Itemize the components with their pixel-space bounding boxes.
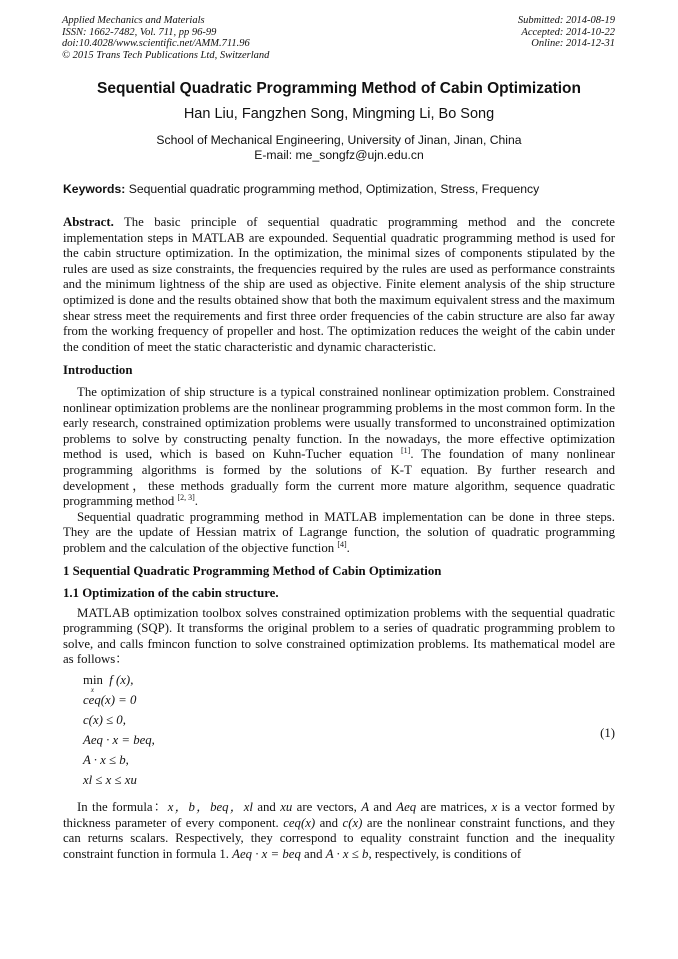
- paper-title: Sequential Quadratic Programming Method of Cabin Optimization: [97, 80, 581, 97]
- keywords: [63, 182, 615, 196]
- submitted-date: Submitted: 2014-08-19: [517, 15, 615, 26]
- accepted-date: Accepted: 2014-10-22: [521, 26, 615, 38]
- intro-paragraph-1: [63, 385, 615, 510]
- copyright-line: © 2015 Trans Tech Publications Ltd, Switzerland: [62, 49, 270, 61]
- equation-line-ceq: ceq(x) = 0: [83, 693, 137, 708]
- intro-p2-text-b: .: [346, 540, 350, 555]
- affiliation-block: [0, 133, 678, 163]
- equation-line-bounds: xl ≤ x ≤ xu: [83, 773, 137, 788]
- min-subscript: x: [90, 686, 95, 695]
- intro-p2-text-a: Sequential quadratic programming method in MATLAB implementation can be done in three steps. They are the update of Hessian matrix of Lagrange function, the solution of quadratic programming problem and the calculation of the objective function: [63, 509, 615, 555]
- journal-info: [62, 15, 269, 61]
- citation-4: [4]: [337, 539, 347, 549]
- intro-paragraph-2: [63, 510, 615, 557]
- keywords-label: Keywords:: [63, 182, 126, 196]
- intro-p1-text-c: .: [194, 494, 198, 509]
- keywords-text: Sequential quadratic programming method, Optimization, Stress, Frequency: [128, 182, 540, 196]
- abstract-label: Abstract.: [63, 215, 114, 229]
- section-1-1-paragraph: MATLAB optimization toolbox solves constrained optimization problems with the sequential quadratic programming (SQP). It transforms the original problem to a series of quadratic programming problem to solve, and calls fmincon function to solve constrained optimization problems. Its mathematical model are as follows：: [63, 605, 615, 667]
- doi-line: doi:10.4028/www.scientific.net/AMM.711.96: [62, 38, 250, 50]
- section-1-1-heading: 1.1 Optimization of the cabin structure.: [63, 586, 279, 601]
- affiliation: School of Mechanical Engineering, University of Jinan, Jinan, China: [156, 133, 522, 147]
- abstract: [63, 215, 615, 355]
- citation-1: [1]: [400, 446, 411, 456]
- equation-line-c: c(x) ≤ 0,: [83, 713, 126, 728]
- equation-line-objective: [83, 670, 615, 695]
- equation-line-aeq: Aeq · x = beq,: [83, 733, 155, 748]
- introduction-heading: Introduction: [63, 363, 133, 378]
- citation-2-3: [2, 3]: [177, 493, 195, 503]
- journal-name: Applied Mechanics and Materials: [62, 15, 205, 26]
- objective-function: f (x),: [109, 673, 134, 688]
- min-operator: min: [83, 673, 103, 688]
- equation-number: (1): [600, 726, 615, 741]
- email: E-mail: me_songfz@ujn.edu.cn: [254, 148, 424, 162]
- dates-info: [518, 15, 615, 50]
- online-date: Online: 2014-12-31: [531, 38, 615, 50]
- author-list: Han Liu, Fangzhen Song, Mingming Li, Bo Song: [183, 106, 495, 122]
- abstract-text: The basic principle of sequential quadratic programming method and the concrete implementation steps in MATLAB are expounded. Sequential quadratic programming method is used for the cabin structure optimization. In the optimization, the minimal sizes of components stipulated by the rules are used as size constraints, the frequencies required by the rules are used as performance constraints and the minimum lightness of the ship are used as objective. Finite element analysis of the ship structure optimized is done and the results obtained show that both the maximum equivalent stress and the maximum shear stress meet the requirements and first three order frequencies of the cabin structure are also far away from the working frequency of propeller and host. The optimization reduces the weight of the cabin under the condition of meet the static characteristic and dynamic characteristic.: [63, 215, 615, 354]
- issn-line: ISSN: 1662-7482, Vol. 711, pp 96-99: [62, 26, 217, 38]
- intro-p1-text-b: . The foundation of many nonlinear programming algorithms is formed by the solutions of K-T equation. By further research and development，these methods gradually form the current more mature algorithm, sequence quadratic programming method: [63, 447, 615, 509]
- equation-line-a: A · x ≤ b,: [83, 753, 129, 768]
- formula-explanation-paragraph: In the formula：x，b，beq，xl and xu are vectors, A and Aeq are matrices, x is a vector formed by thickness parameter of every component. ceq(x) and c(x) are the nonlinear constraint functions, and they can returns scalars. Respectively, they correspond to equality constraint function and the inequality constraint function in formula 1. Aeq · x = beq and A · x ≤ b, respectively, is conditions of: [63, 800, 615, 861]
- equation-1: [83, 670, 615, 798]
- paper-body: [63, 215, 615, 862]
- intro-p1-text-a: The optimization of ship structure is a typical constrained nonlinear optimization problem. Constrained nonlinear optimization problems are the nonlinear programming problems in the most common form. In the early research, constrained optimization problems were usually transformed to unconstrained optimization problems to solve by constructing penalty function. In the nowadays, the more effective optimization method is used, which is based on Kuhn-Tucher equation: [63, 384, 615, 462]
- section-1-heading: 1 Sequential Quadratic Programming Method of Cabin Optimization: [63, 564, 442, 579]
